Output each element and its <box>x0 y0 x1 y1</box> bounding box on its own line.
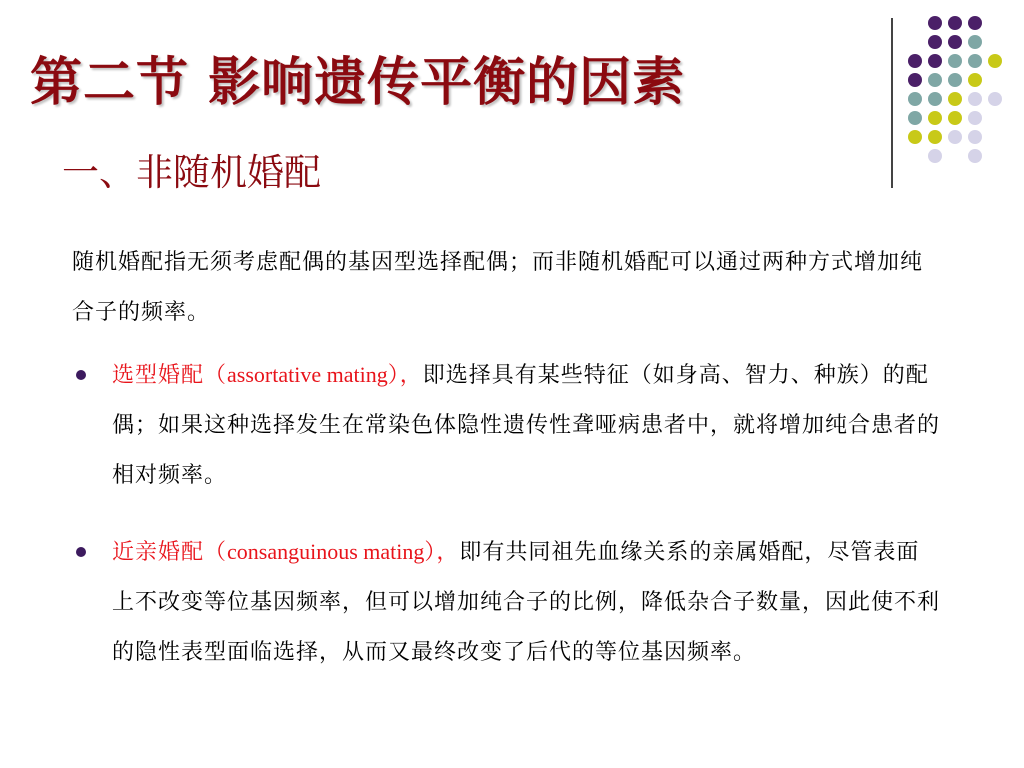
decorative-dot-grid <box>900 8 1024 168</box>
bullet-assortative-mating <box>112 350 942 501</box>
bullet-term-end: ）， <box>387 363 423 388</box>
bullet-text: 即有共同祖先血缘关系的亲属婚配，尽管表面上不改变等位基因频率，但可以增加纯合子的比例，降低杂合子数量，因此使不利的隐性表型面临选择，从而又最终改变了后代的等位基因频率。 <box>112 540 941 665</box>
decorative-dot <box>948 130 962 144</box>
decorative-dot <box>968 130 982 144</box>
decorative-dot <box>968 35 982 49</box>
decorative-dot <box>968 111 982 125</box>
decorative-dot <box>908 54 922 68</box>
decorative-dot <box>968 54 982 68</box>
slide-title: 第二节 影响遗传平衡的因素 <box>30 52 686 113</box>
bullet-term-end: ）， <box>424 540 460 565</box>
decorative-dot <box>928 149 942 163</box>
decorative-dot <box>968 73 982 87</box>
decorative-dot <box>988 92 1002 106</box>
decorative-dot <box>988 54 1002 68</box>
bullet-term-cn: 选型婚配（ <box>112 363 228 388</box>
decorative-dot <box>968 16 982 30</box>
decorative-dot <box>928 92 942 106</box>
decorative-dot <box>948 92 962 106</box>
decorative-dot <box>928 16 942 30</box>
bullet-term-cn: 近亲婚配（ <box>112 540 228 565</box>
intro-paragraph: 随机婚配指无须考虑配偶的基因型选择配偶；而非随机婚配可以通过两种方式增加纯合子的频率。 <box>72 250 924 325</box>
decorative-dot <box>928 111 942 125</box>
decorative-dot <box>948 35 962 49</box>
decorative-dot <box>948 54 962 68</box>
decorative-dot <box>968 149 982 163</box>
divider-line <box>891 18 893 188</box>
bullet-dot-icon <box>76 547 86 557</box>
decorative-dot <box>928 54 942 68</box>
decorative-dot <box>948 111 962 125</box>
decorative-dot <box>908 111 922 125</box>
decorative-dot <box>928 73 942 87</box>
decorative-dot <box>928 130 942 144</box>
decorative-dot <box>928 35 942 49</box>
decorative-dot <box>908 73 922 87</box>
bullet-term-en: consanguinous mating <box>227 539 425 564</box>
decorative-dot <box>948 73 962 87</box>
decorative-dot <box>968 92 982 106</box>
decorative-dot <box>948 16 962 30</box>
bullet-dot-icon <box>76 370 86 380</box>
bullet-consanguinous-mating <box>112 527 942 678</box>
bullet-term-en: assortative mating <box>227 362 388 387</box>
bullet-text: 即选择具有某些特征（如身高、智力、种族）的配偶；如果这种选择发生在常染色体隐性遗传性聋哑病患者中，就将增加纯合患者的相对频率。 <box>112 363 941 488</box>
decorative-dot <box>908 130 922 144</box>
decorative-dot <box>908 92 922 106</box>
slide-subtitle: 一、非随机婚配 <box>62 151 321 194</box>
